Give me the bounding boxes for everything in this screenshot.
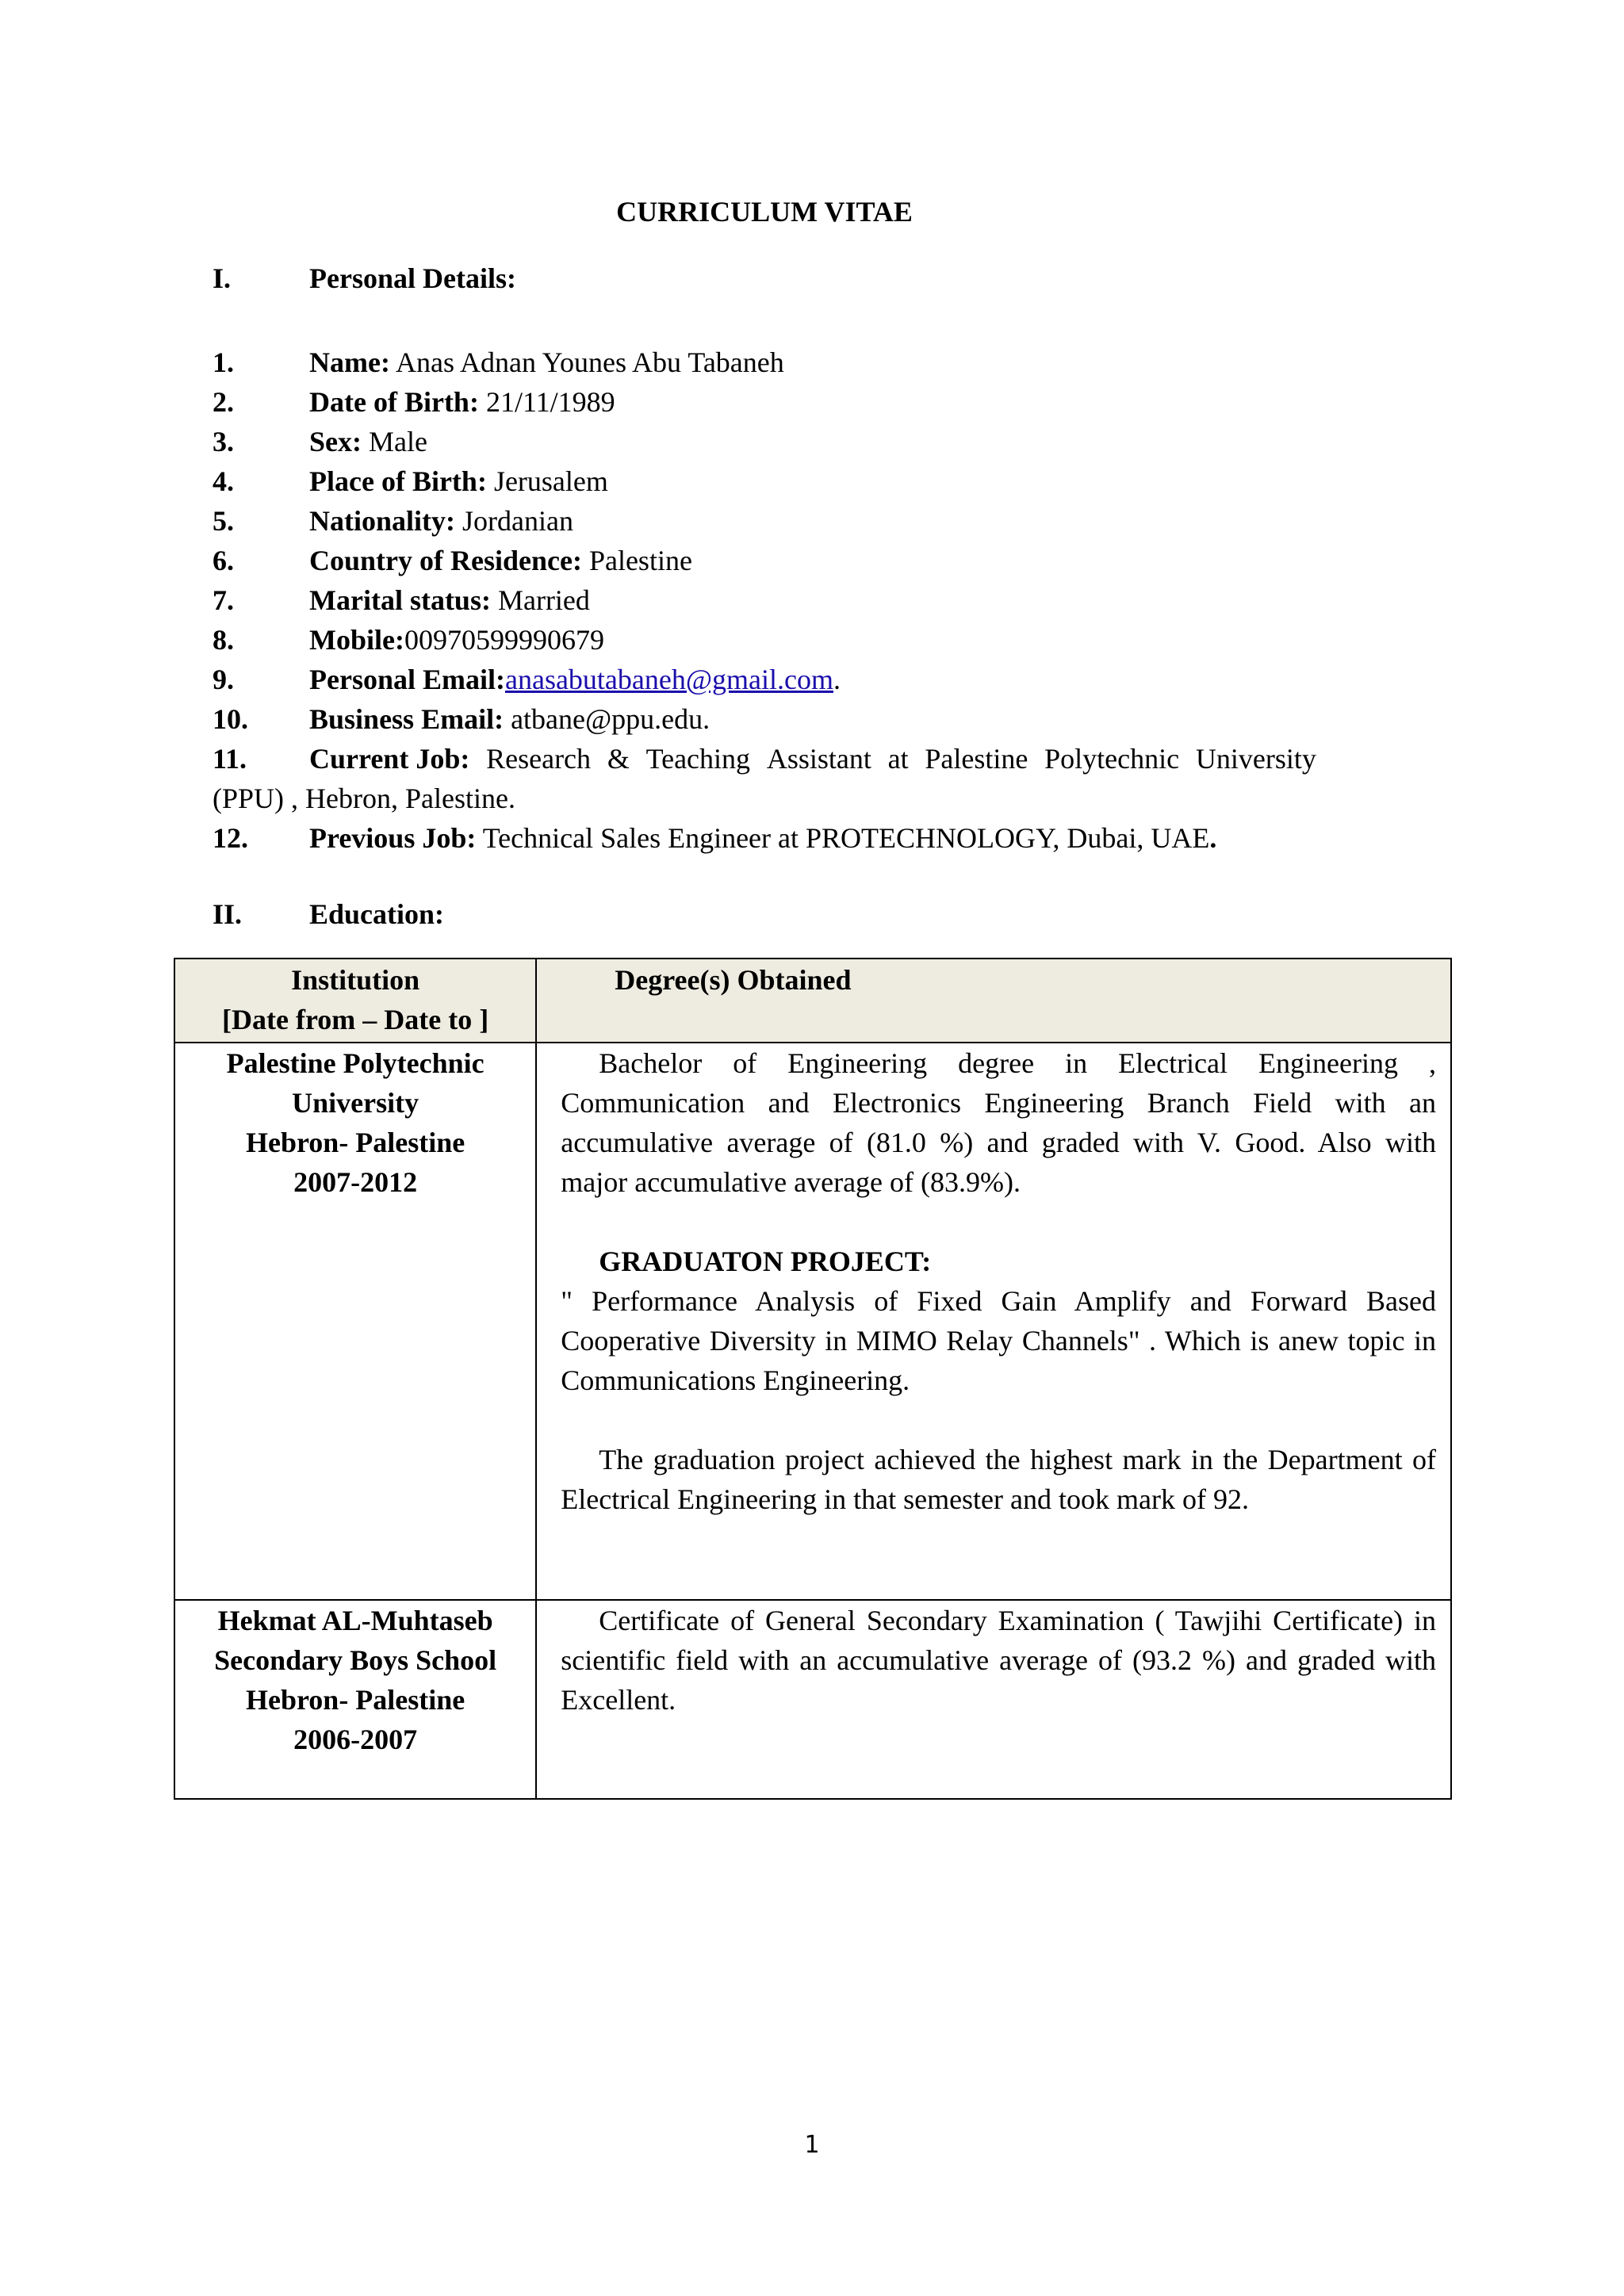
section-number: II. (213, 898, 243, 930)
personal-details-list (213, 342, 1316, 858)
header-degree: Degree(s) Obtained (536, 959, 1451, 1043)
item-value: atbane@ppu.edu. (504, 703, 710, 735)
institution-name: Secondary Boys School (214, 1644, 497, 1676)
section-label: Personal Details: (309, 262, 516, 294)
item-number: 2. (213, 386, 234, 418)
item-label: Previous Job: (309, 822, 477, 854)
item-punctuation: . (833, 664, 841, 695)
item-label: Personal Email: (309, 664, 505, 695)
item-value: Technical Sales Engineer at PROTECHNOLOGY, Dubai, UAE (476, 822, 1210, 854)
degree-cell (536, 1600, 1451, 1799)
item-value: Jerusalem (486, 465, 608, 497)
item-label: Current Job: (309, 743, 470, 775)
item-value: 00970599990679 (404, 624, 604, 656)
degree-description: Bachelor of Engineering degree in Electrical Engineering , Communication and Electronics Engineering Branch Field with an accumulative average of (81.0 %) and graded with V. Good. Also with major accumulative average of (83.9%). (561, 1047, 1436, 1198)
item-punctuation: . (1209, 822, 1217, 854)
section-label: Education: (309, 898, 445, 930)
institution-name: Palestine Polytechnic (226, 1047, 485, 1079)
personal-email-link[interactable]: anasabutabaneh@gmail.com (504, 664, 833, 695)
item-value: Married (490, 584, 590, 616)
institution-location: Hebron- Palestine (245, 1127, 465, 1158)
item-label: Nationality: (309, 505, 455, 537)
degree-description: Certificate of General Secondary Examination ( Tawjihi Certificate) in scientific field with an accumulative average of (93.2 %) and graded with Excellent. (561, 1605, 1436, 1716)
header-institution-label: Institution (291, 964, 420, 996)
list-item-nationality (213, 501, 1316, 541)
section-number: I. (213, 262, 232, 294)
document-title: CURRICULUM VITAE (616, 196, 913, 228)
degree-cell (536, 1043, 1451, 1600)
item-label: Place of Birth: (309, 465, 487, 497)
item-label: Marital status: (309, 584, 491, 616)
item-number: 1. (213, 346, 234, 378)
list-item-previous-job (213, 818, 1316, 858)
list-item-mobile (213, 620, 1316, 660)
item-label: Country of Residence: (309, 545, 582, 576)
item-number: 7. (213, 584, 234, 616)
item-value-word: Polytechnic (1044, 743, 1180, 775)
table-header-row (174, 959, 1451, 1043)
header-date-range-label: [Date from – Date to ] (222, 1004, 489, 1035)
list-item-name (213, 342, 1316, 382)
item-label: Business Email: (309, 703, 504, 735)
item-label: Name: (309, 346, 390, 378)
graduation-project-description: " Performance Analysis of Fixed Gain Amplify and Forward Based Cooperative Diversity in MIMO Relay Channels" . Which is anew topic in Communications Engineering. (561, 1285, 1436, 1396)
item-value-word: Palestine (925, 743, 1028, 775)
item-label: Sex: (309, 426, 362, 457)
list-item-sex (213, 422, 1316, 461)
table-row (174, 1043, 1451, 1600)
list-item-country-of-residence (213, 541, 1316, 580)
list-item-personal-email (213, 660, 1316, 699)
item-label: Date of Birth: (309, 386, 479, 418)
page-number: 1 (804, 2131, 820, 2159)
item-value-word: Research (486, 743, 592, 775)
list-item-marital-status (213, 580, 1316, 620)
item-value: Anas Adnan Younes Abu Tabaneh (389, 346, 784, 378)
institution-dates: 2006-2007 (293, 1724, 418, 1755)
item-value: Male (362, 426, 427, 457)
list-item-business-email (213, 699, 1316, 739)
list-item-place-of-birth (213, 461, 1316, 501)
list-item-current-job (213, 739, 1316, 818)
item-value-continued: (PPU) , Hebron, Palestine. (213, 783, 515, 814)
item-value: Palestine (581, 545, 692, 576)
header-institution (174, 959, 536, 1043)
item-number: 3. (213, 426, 234, 457)
item-number: 10. (213, 703, 248, 735)
item-value-word: Assistant (766, 743, 871, 775)
table-row (174, 1600, 1451, 1799)
institution-name: University (292, 1087, 419, 1119)
item-value-word: at (887, 743, 909, 775)
institution-location: Hebron- Palestine (245, 1684, 465, 1716)
item-label: Mobile: (309, 624, 404, 656)
item-value: Jordanian (455, 505, 573, 537)
institution-dates: 2007-2012 (293, 1166, 418, 1198)
item-number: 12. (213, 822, 248, 854)
item-number: 6. (213, 545, 234, 576)
list-item-date-of-birth (213, 382, 1316, 422)
graduation-project-heading: GRADUATON PROJECT: (599, 1246, 932, 1277)
graduation-project-achievement: The graduation project achieved the highest mark in the Department of Electrical Engineering in that semester and took mark of 92. (561, 1444, 1436, 1515)
institution-cell (174, 1600, 536, 1799)
item-number: 5. (213, 505, 234, 537)
institution-cell (174, 1043, 536, 1600)
item-value-word: University (1195, 743, 1316, 775)
education-table (174, 958, 1452, 1800)
item-number: 9. (213, 664, 234, 695)
item-number: 8. (213, 624, 234, 656)
item-number: 4. (213, 465, 234, 497)
item-value-word: & (607, 743, 630, 775)
item-value-word: Teaching (645, 743, 751, 775)
institution-name: Hekmat AL-Muhtaseb (217, 1605, 493, 1636)
section-education-heading (213, 897, 444, 931)
item-number: 11. (213, 743, 247, 775)
section-personal-details-heading (213, 262, 516, 295)
item-value: 21/11/1989 (478, 386, 615, 418)
